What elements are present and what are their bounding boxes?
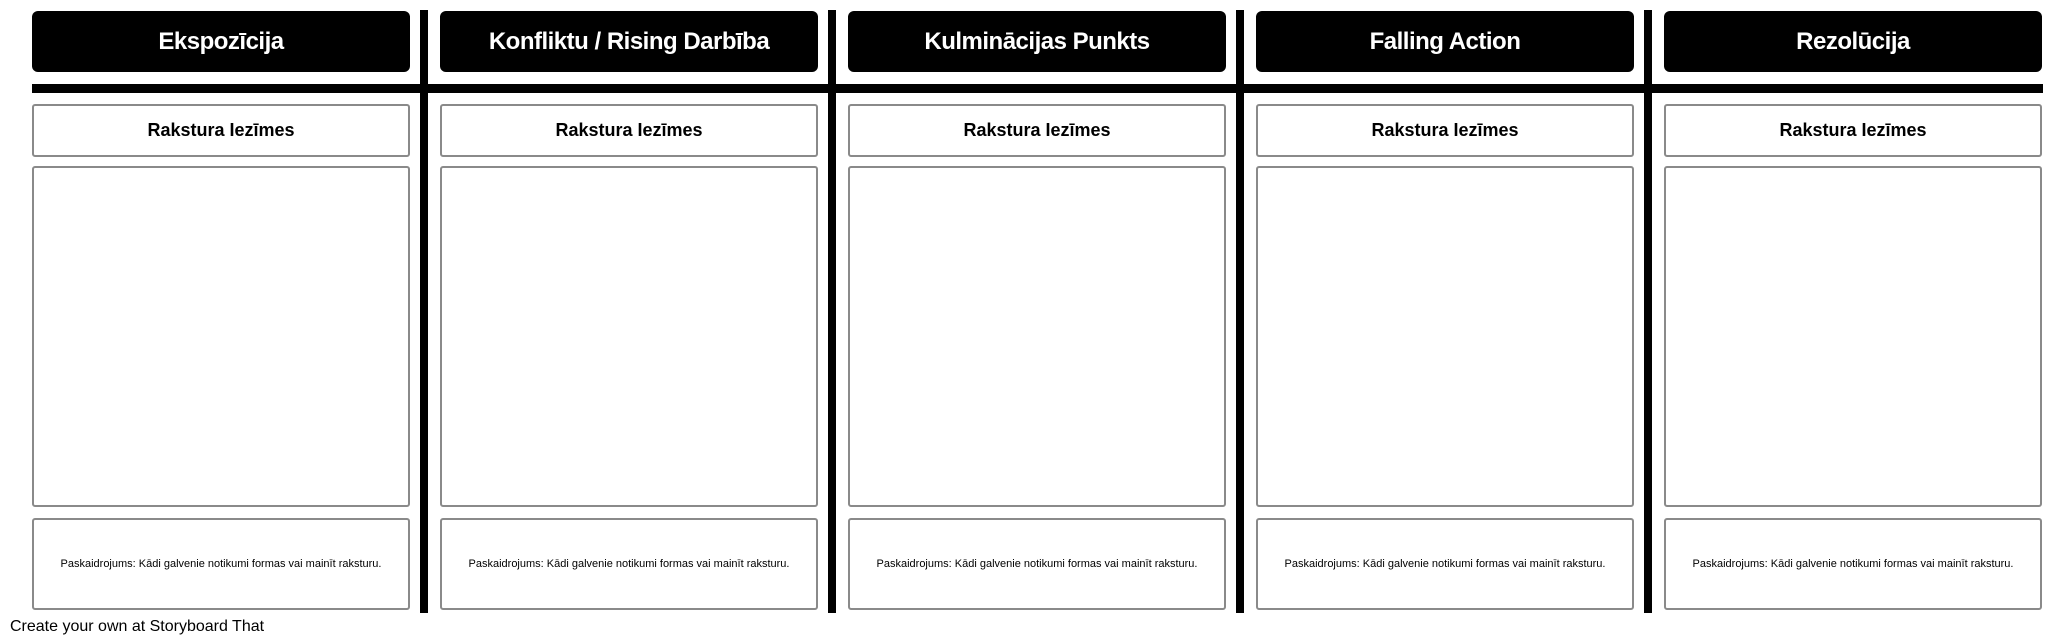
- column-subtitle: Rakstura Iezīmes: [1256, 104, 1634, 157]
- column-description: Paskaidrojums: Kādi galvenie notikumi formas vai mainīt raksturu.: [32, 518, 410, 610]
- column-subtitle: Rakstura Iezīmes: [32, 104, 410, 157]
- column-subtitle: Rakstura Iezīmes: [848, 104, 1226, 157]
- column-description: Paskaidrojums: Kādi galvenie notikumi formas vai mainīt raksturu.: [848, 518, 1226, 610]
- column-divider: [1644, 10, 1652, 613]
- storyboard-cell[interactable]: [1664, 166, 2042, 507]
- column-divider: [1236, 10, 1244, 613]
- storyboard-cell[interactable]: [848, 166, 1226, 507]
- column-subtitle: Rakstura Iezīmes: [440, 104, 818, 157]
- column-subtitle: Rakstura Iezīmes: [1664, 104, 2042, 157]
- column-description: Paskaidrojums: Kādi galvenie notikumi formas vai mainīt raksturu.: [1256, 518, 1634, 610]
- column-divider: [420, 10, 428, 613]
- column-title: Falling Action: [1256, 11, 1634, 72]
- storyboard-cell[interactable]: [32, 166, 410, 507]
- column-falling-action: [1256, 0, 1634, 615]
- column-exposition: [32, 0, 410, 615]
- footer-credit: Create your own at Storyboard That: [10, 618, 265, 635]
- column-divider: [828, 10, 836, 613]
- column-resolution: [1664, 0, 2042, 615]
- column-title: Rezolūcija: [1664, 11, 2042, 72]
- column-climax: [848, 0, 1226, 615]
- storyboard-cell[interactable]: [1256, 166, 1634, 507]
- column-description: Paskaidrojums: Kādi galvenie notikumi formas vai mainīt raksturu.: [440, 518, 818, 610]
- column-title: Kulminācijas Punkts: [848, 11, 1226, 72]
- column-title: Ekspozīcija: [32, 11, 410, 72]
- storyboard-cell[interactable]: [440, 166, 818, 507]
- column-rising-action: [440, 0, 818, 615]
- column-description: Paskaidrojums: Kādi galvenie notikumi formas vai mainīt raksturu.: [1664, 518, 2042, 610]
- column-title: Konfliktu / Rising Darbība: [440, 11, 818, 72]
